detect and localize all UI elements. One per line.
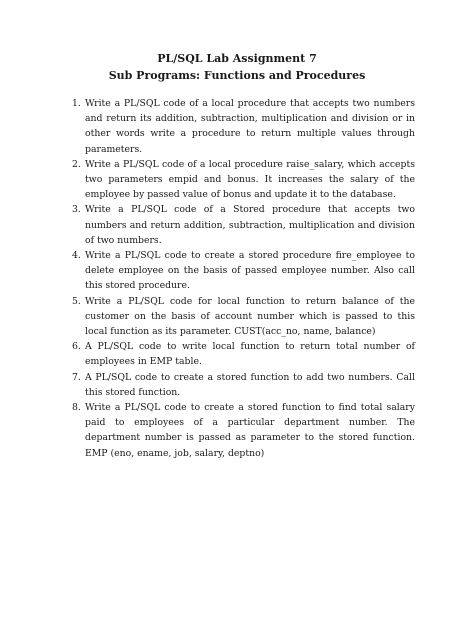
task-text: Write a PL/SQL code to create a stored function to find total salary paid to employees of a particular department number. The department number is passed as parameter to the stored function. EMP (eno, ename, job, salary, deptno) bbox=[85, 402, 415, 459]
task-text: Write a PL/SQL code of a local procedure that accepts two numbers and return its addition, subtraction, multiplication and division or in other words write a procedure to return multiple values through parameters. bbox=[85, 98, 415, 155]
task-text: A PL/SQL code to write local function to return total number of employees in EMP table. bbox=[85, 341, 415, 368]
task-item-1 bbox=[72, 96, 415, 157]
task-text: Write a PL/SQL code to create a stored procedure fire_employee to delete employee on the basis of passed employee number. Also call this stored procedure. bbox=[85, 250, 415, 292]
task-text: A PL/SQL code to create a stored function to add two numbers. Call this stored function. bbox=[85, 371, 415, 398]
task-item-7 bbox=[72, 370, 415, 400]
task-text: Write a PL/SQL code of a local procedure raise_salary, which accepts two parameters empid and bonus. It increases the salary of the employee by passed value of bonus and update it to the database. bbox=[85, 158, 415, 201]
task-number: 4. bbox=[72, 250, 81, 262]
task-text: Write a PL/SQL code of a Stored procedure that accepts two numbers and return addition, subtraction, multiplication and division of two numbers. bbox=[85, 204, 415, 246]
document-subtitle: Sub Programs: Functions and Procedures bbox=[108, 69, 366, 82]
document-title: PL/SQL Lab Assignment 7 bbox=[157, 52, 317, 65]
task-item-5 bbox=[72, 294, 415, 340]
task-number: 3. bbox=[72, 204, 81, 216]
document-heading bbox=[0, 50, 474, 84]
task-number: 2. bbox=[72, 158, 81, 170]
task-item-2 bbox=[72, 157, 415, 203]
task-number: 8. bbox=[72, 402, 81, 414]
task-item-4 bbox=[72, 248, 415, 294]
task-item-6 bbox=[72, 339, 415, 369]
task-number: 6. bbox=[72, 341, 81, 353]
task-number: 5. bbox=[72, 295, 81, 307]
task-number: 1. bbox=[72, 98, 81, 109]
task-text: Write a PL/SQL code for local function to return balance of the customer on the basis of account number which is passed to this local function as its parameter. CUST(acc_no, name, balance) bbox=[85, 295, 415, 338]
task-number: 7. bbox=[72, 371, 81, 383]
task-item-8 bbox=[72, 400, 415, 461]
task-list bbox=[72, 96, 415, 461]
task-item-3 bbox=[72, 202, 415, 248]
